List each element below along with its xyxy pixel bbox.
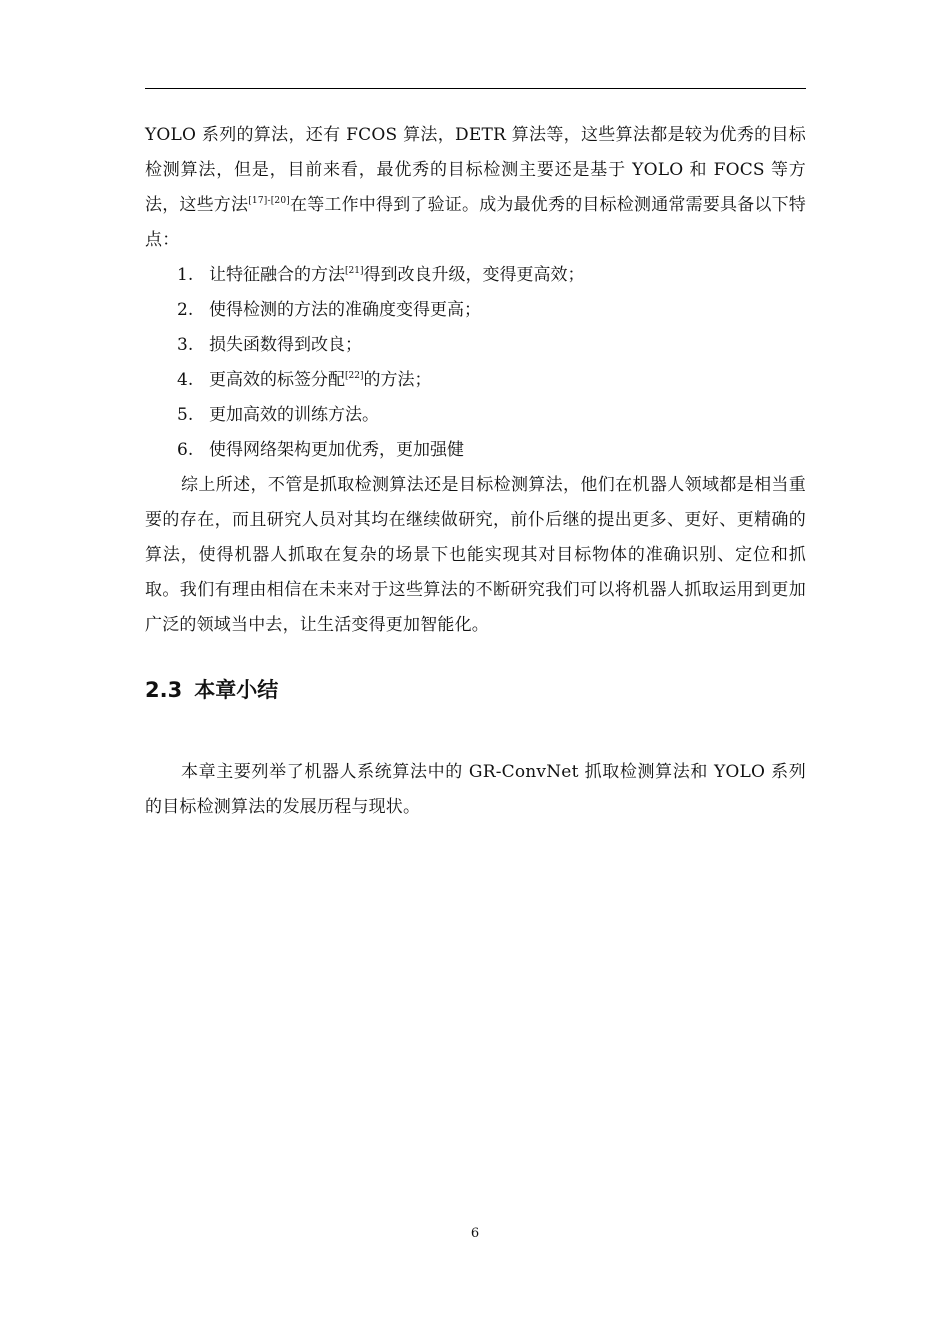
intro-paragraph xyxy=(145,118,806,258)
list-text: 使得网络架构更加优秀，更加强健 xyxy=(209,440,464,460)
page-number: 6 xyxy=(470,1226,480,1241)
intro-text-part1: YOLO 系列的算法，还有 FCOS 算法，DETR 算法等，这些算法都是较为优秀的目标检测算法，但是，目前来看，最优秀的目标检测主要还是基于 YOLO 和 FOCS 等方法，这些方法 xyxy=(145,125,806,215)
list-text: 损失函数得到改良； xyxy=(209,335,362,355)
citation: [17]-[20] xyxy=(248,196,290,206)
list-text: 得到改良升级，变得更高效； xyxy=(363,265,585,285)
list-item xyxy=(145,398,806,433)
header-rule xyxy=(145,88,806,89)
section-title: 本章小结 xyxy=(194,678,279,702)
list-number: 5. xyxy=(177,405,194,425)
list-number: 2. xyxy=(177,300,194,320)
chapter-summary-paragraph: 本章主要列举了机器人系统算法中的 GR-ConvNet 抓取检测算法和 YOLO 系列的目标检测算法的发展历程与现状。 xyxy=(145,762,806,817)
list-item xyxy=(145,328,806,363)
citation: [22] xyxy=(345,371,364,381)
list-item xyxy=(145,293,806,328)
feature-list xyxy=(145,258,806,468)
intro-text-part2: 在等工作中得到了验证。成为最优秀的目标检测通常需要具备以下特点： xyxy=(145,195,806,250)
list-text: 更加高效的训练方法。 xyxy=(209,405,379,425)
list-item xyxy=(145,363,806,398)
list-text: 使得检测的方法的准确度变得更高； xyxy=(209,300,481,320)
list-text: 更高效的标签分配 xyxy=(209,370,345,390)
section-heading xyxy=(145,672,278,708)
section-number: 2.3 xyxy=(145,678,183,702)
summary-paragraph: 综上所述，不管是抓取检测算法还是目标检测算法，他们在机器人领域都是相当重要的存在，而且研究人员对其均在继续做研究，前仆后继的提出更多、更好、更精确的算法，使得机器人抓取在复杂的场景下也能实现其对目标物体的准确识别、定位和抓取。我们有理由相信在未来对于这些算法的不断研究我们可以将机器人抓取运用到更加广泛的领域当中去，让生活变得更加智能化。 xyxy=(145,475,806,635)
list-item xyxy=(145,258,806,293)
list-number: 1. xyxy=(177,265,194,285)
list-number: 3. xyxy=(177,335,194,355)
citation: [21] xyxy=(345,266,364,276)
list-item xyxy=(145,433,806,468)
list-number: 6. xyxy=(177,440,194,460)
list-text: 的方法； xyxy=(363,370,432,390)
list-text: 让特征融合的方法 xyxy=(209,265,345,285)
list-number: 4. xyxy=(177,370,194,390)
